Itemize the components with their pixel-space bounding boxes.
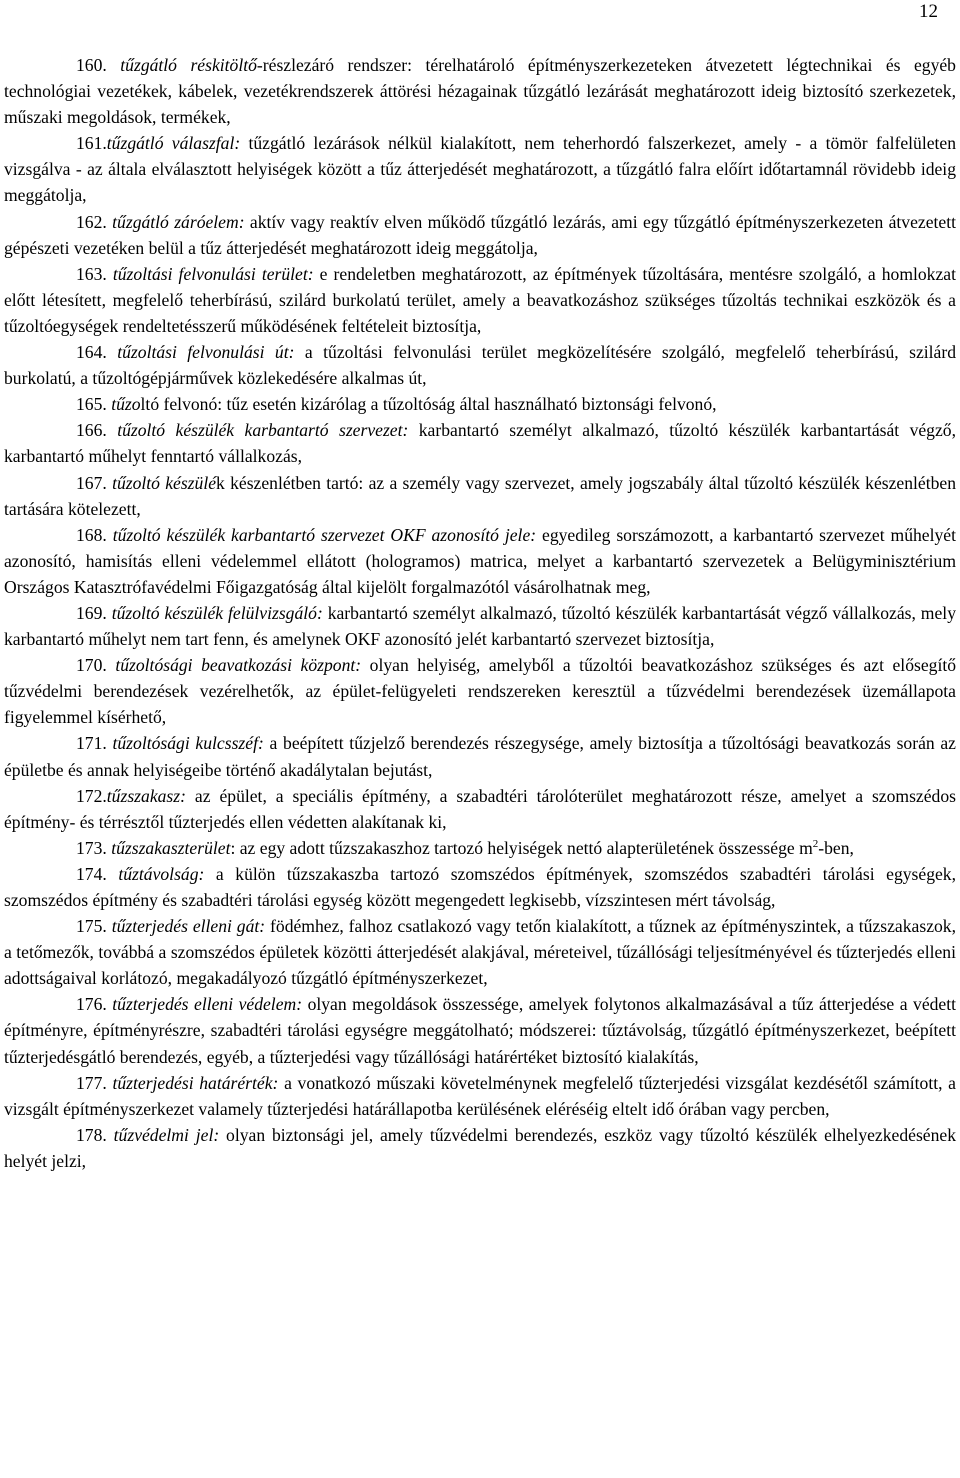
entry-term: tűzszakasz: [106, 785, 186, 806]
entry-text: a tűzoltási felvonulási terület megközelítésére szolgáló, megfelelő teherbírású, szilárd burkolatú, a tűzoltógépjárművek közlekedésére alkalmas út, [4, 342, 956, 389]
definition-entry-165 [4, 391, 956, 417]
entry-text: olyan helyiség, amelyből a tűzoltói beavatkozáshoz szükséges és azt elősegítő tűzvédelmi berendezések vezérelhetők, az épület-felügyeleti rendszereken keresztül a tűzvédelmi berendezések üzemállapota figyelemmel kísérhető, [4, 655, 957, 728]
definition-entry-174 [4, 861, 956, 913]
entry-number: 168. [76, 524, 107, 545]
entry-number: 173. [76, 837, 107, 858]
superscript-exponent: 2 [812, 837, 819, 850]
entry-text: tűzgátló lezárások nélkül kialakított, nem teherhordó falszerkezet, amely - a tömör falfelületen vizsgálva - az általa elválasztott helyiségek között a tűz átterjedését meghatározott, a tűzgátló falra előírt időtartamnál rövidebb ideig meggátolja, [4, 133, 957, 206]
definition-entry-162 [4, 209, 956, 261]
entry-number: 176. [76, 994, 107, 1015]
entry-number: 169. [76, 602, 107, 623]
entry-term: tűzgátló záróelem: [112, 211, 245, 232]
definition-entry-169 [4, 600, 956, 652]
entry-term: tűzgátló válaszfal: [106, 133, 241, 154]
entry-term: tűztávolság: [118, 863, 205, 884]
entry-text: aktív vagy reaktív elven működő tűzgátló lezárás, ami egy tűzgátló építményszerkezeten átvezetett gépészeti vezetéken belül a tűz átterjedését meghatározott ideig meggátolja, [4, 211, 956, 258]
entry-number: 160. [76, 55, 107, 75]
definition-entry-171 [4, 730, 956, 782]
entry-term: tűzterjedés elleni gát: [111, 916, 266, 937]
definition-entry-160 [4, 52, 956, 130]
entry-text-after: -ben, [818, 837, 854, 858]
definition-entry-166 [4, 417, 956, 469]
entry-text: egyedileg sorszámozott, a karbantartó szervezet műhelyét azonosító, hamisítás elleni védelemmel ellátott (hologramos) matrica, melyet a karbantartó szervezetek a Belügyminisztérium Országos Katasztrófavédelmi Főigazgatóság által kijelölt forgalmazótól vásárolhatnak meg, [4, 524, 956, 597]
entry-term: tűzgátló réskitöltő [120, 55, 257, 75]
entry-term: tűzoltósági beavatkozási központ: [115, 655, 362, 676]
entry-term: tűzoltósági kulcsszéf: [112, 733, 264, 754]
entry-text: karbantartó személyt alkalmazó, tűzoltó készülék karbantartását végző, karbantartó műhelyt fenntartó vállalkozás, [4, 420, 956, 467]
entry-number: 178. [76, 1124, 107, 1145]
entry-number: 175. [76, 916, 107, 937]
definition-entry-172 [4, 783, 956, 835]
definition-entry-173 [4, 835, 956, 861]
definition-entry-168 [4, 522, 956, 600]
entry-text: ltó felvonó: tűz esetén kizárólag a tűzoltóság által használható biztonsági felvonó, [140, 394, 717, 415]
entry-term: tűzterjedési határérték: [112, 1072, 279, 1093]
entry-text: olyan biztonsági jel, amely tűzvédelmi berendezés, eszköz vagy tűzoltó készülék elhelyezkedésének helyét jelzi, [4, 1124, 956, 1171]
entry-text: -részlezáró rendszer: térelhatároló építményszerkezeteken átvezetett légtechnikai és egyéb technológiai vezetékek, kábelek, vezetékrendszerek áttörési hézagainak tűzgátló lezárását meghatározott ideig biztosító szerkezetek, műszaki megoldások, termékek, [4, 55, 956, 128]
entry-text: az épület, a speciális építmény, a szabadtéri tárolóterület meghatározott része, amelyet a szomszédos építmény- és térrésztől tűzterjedés ellen védetten alakítanak ki, [4, 785, 956, 832]
entry-term: tűzszakaszterület [111, 837, 231, 858]
entry-text: olyan megoldások összessége, amelyek folytonos alkalmazásával a tűz átterjedése a védett építményre, építményrészre, szabadtéri tárolási egységre meggátolható; módszerei: tűztávolság, tűzgátló építményszerkezet, beépített tűzterjedésgátló berendezés, egyéb, a tűzterjedési vagy tűzállósági határértéket biztosító kialakítás, [4, 994, 957, 1067]
entry-number: 166. [76, 420, 107, 441]
entry-number: 165. [76, 394, 107, 415]
definition-entry-170 [4, 652, 956, 730]
entry-number: 177. [76, 1072, 107, 1093]
definition-entry-163 [4, 261, 956, 339]
entry-term: tűzoltó készülék karbantartó szervezet OKF azonosító jele: [112, 524, 537, 545]
entry-number: 174. [76, 863, 107, 884]
definition-entry-164 [4, 339, 956, 391]
entry-text: a külön tűzszakaszba tartozó szomszédos építmények, szomszédos szabadtéri tárolási egységek, szomszédos építmény és szabadtéri tárolási egység között megengedett legkisebb, vízszintesen mért távolság, [4, 863, 956, 910]
entry-text: karbantartó személyt alkalmazó, tűzoltó készülék karbantartását végző vállalkozás, mely karbantartó műhelyt nem tart fenn, és amelynek OKF azonosító jelét karbantartó szervezet biztosítja, [4, 602, 956, 650]
entry-text: födémhez, falhoz csatlakozó vagy tetőn kialakított, a tűznek az építményszintek, a tűzszakaszok, a tetőmezők, továbbá a szomszédos épületek közötti átterjedését alakjával, méreteivel, tűzállósági teljesítményével és tűzterjedés elleni adottságaival korlátozó, megakadályozó tűzgátló építményszerkezet, [4, 916, 956, 989]
page-number: 12 [919, 1, 938, 22]
definitions-list [4, 52, 956, 1174]
entry-term: tűzoltási felvonulási terület: [112, 263, 314, 284]
definition-entry-176 [4, 991, 956, 1069]
entry-term: tűzo [111, 394, 141, 415]
entry-term: tűzvédelmi jel: [113, 1124, 220, 1145]
definition-entry-178 [4, 1122, 956, 1174]
entry-number: 167. [76, 472, 107, 493]
definition-entry-161 [4, 130, 956, 208]
entry-term: tűzterjedés elleni védelem: [112, 994, 303, 1015]
entry-text: a beépített tűzjelző berendezés részegysége, amely biztosítja a tűzoltósági beavatkozás során az épületbe és annak helyiségeibe történő akadálytalan bejutást, [4, 733, 956, 780]
entry-text: k készenlétben tartó: az a személy vagy szervezet, amely jogszabály által tűzoltó készülék készenlétben tartására kötelezett, [4, 472, 957, 519]
definition-entry-167 [4, 470, 956, 522]
entry-text: a vonatkozó műszaki követelménynek megfelelő tűzterjedési vizsgálat kezdésétől számított, a vizsgált építményszerkezet valamely tűzterjedési határállapotba kerülésének eléréséig eltelt idő órában vagy percben, [4, 1072, 956, 1119]
entry-text: e rendeletben meghatározott, az építmények tűzoltására, mentésre szolgáló, a homlokzat előtt létesített, megfelelő teherbírású, szilárd burkolatú terület, amely a beavatkozáshoz szükséges tűzoltás technikai eszközök és a tűzoltóegységek rendeltetésszerű működésének feltételeit biztosítja, [4, 263, 956, 336]
entry-term: tűzoltási felvonulási út: [117, 342, 295, 363]
entry-number: 161. [76, 133, 107, 154]
entry-number: 164. [76, 342, 107, 363]
entry-term: tűzoltó készülé [112, 472, 217, 493]
definition-entry-177 [4, 1070, 956, 1122]
definition-entry-175 [4, 913, 956, 991]
entry-number: 171. [76, 733, 107, 754]
entry-term: tűzoltó készülék karbantartó szervezet: [117, 420, 409, 441]
entry-number: 172. [76, 785, 107, 806]
entry-number: 163. [76, 263, 107, 284]
entry-number: 170. [76, 655, 107, 676]
entry-text: : az egy adott tűzszakaszhoz tartozó helyiségek nettó alapterületének összessége m [230, 837, 813, 858]
entry-number: 162. [76, 211, 107, 232]
entry-term: tűzoltó készülék felülvizsgáló: [111, 602, 323, 623]
